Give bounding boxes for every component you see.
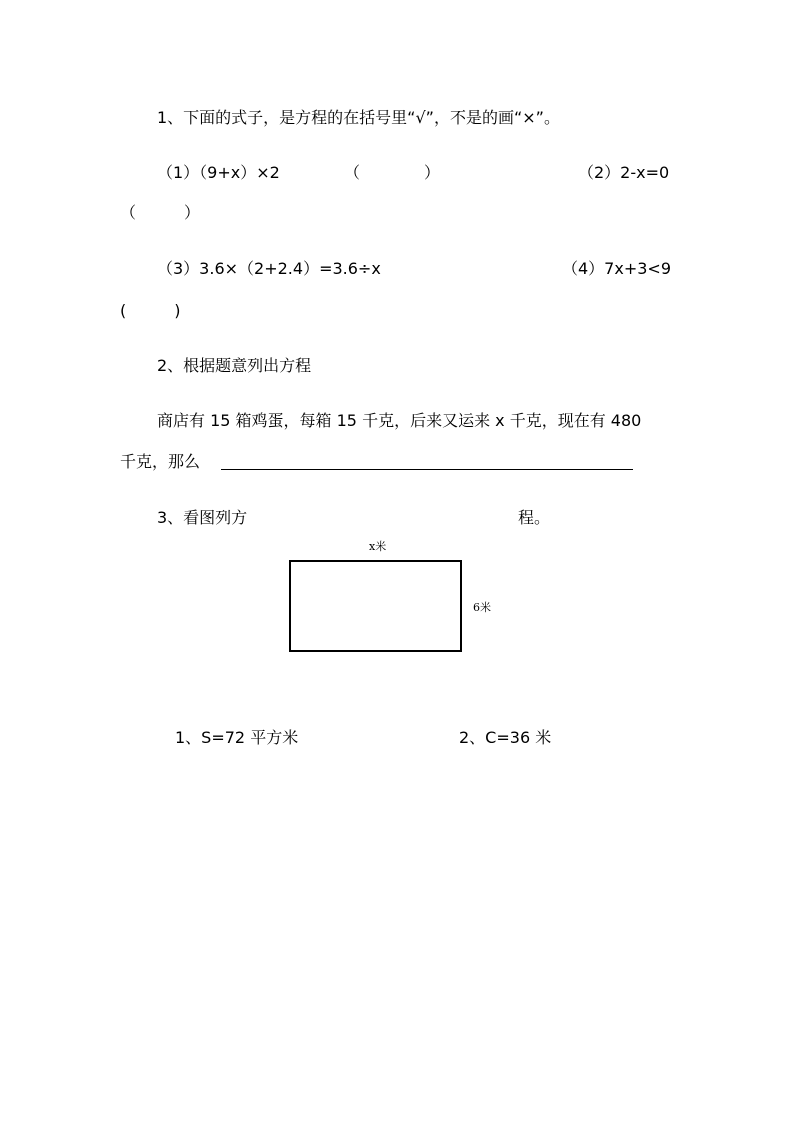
q1-item4: （4）7x+3<9 [562,259,672,278]
rectangle-figure [289,560,462,652]
q1-item2-blank[interactable]: （ ） [120,203,201,222]
q1-item3: （3）3.6×（2+2.4）=3.6÷x [157,259,381,278]
q1-item1-blank[interactable]: （ ） [344,163,441,182]
q3-title-part1: 3、看图列方 [157,508,248,527]
q3-sub2: 2、C=36 米 [459,728,552,747]
q2-answer-line[interactable] [221,469,633,470]
figure-width-label: x米 [369,540,387,553]
q3-sub1: 1、S=72 平方米 [175,728,299,747]
q1-instruction: 1、下面的式子，是方程的在括号里“√”，不是的画“×”。 [157,108,560,127]
q1-item2: （2）2-x=0 [578,163,670,182]
q3-title-part2: 程。 [518,508,551,527]
figure-height-label: 6米 [473,601,491,614]
q1-item1: （1）（9+x）×2 [157,163,280,182]
q2-text-line2: 千克，那么 [120,452,201,471]
q2-text-line1: 商店有 15 箱鸡蛋，每箱 15 千克，后来又运来 x 千克，现在有 480 [157,411,642,430]
q2-title: 2、根据题意列出方程 [157,356,312,375]
q1-item4-blank[interactable]: ( ) [120,301,181,320]
